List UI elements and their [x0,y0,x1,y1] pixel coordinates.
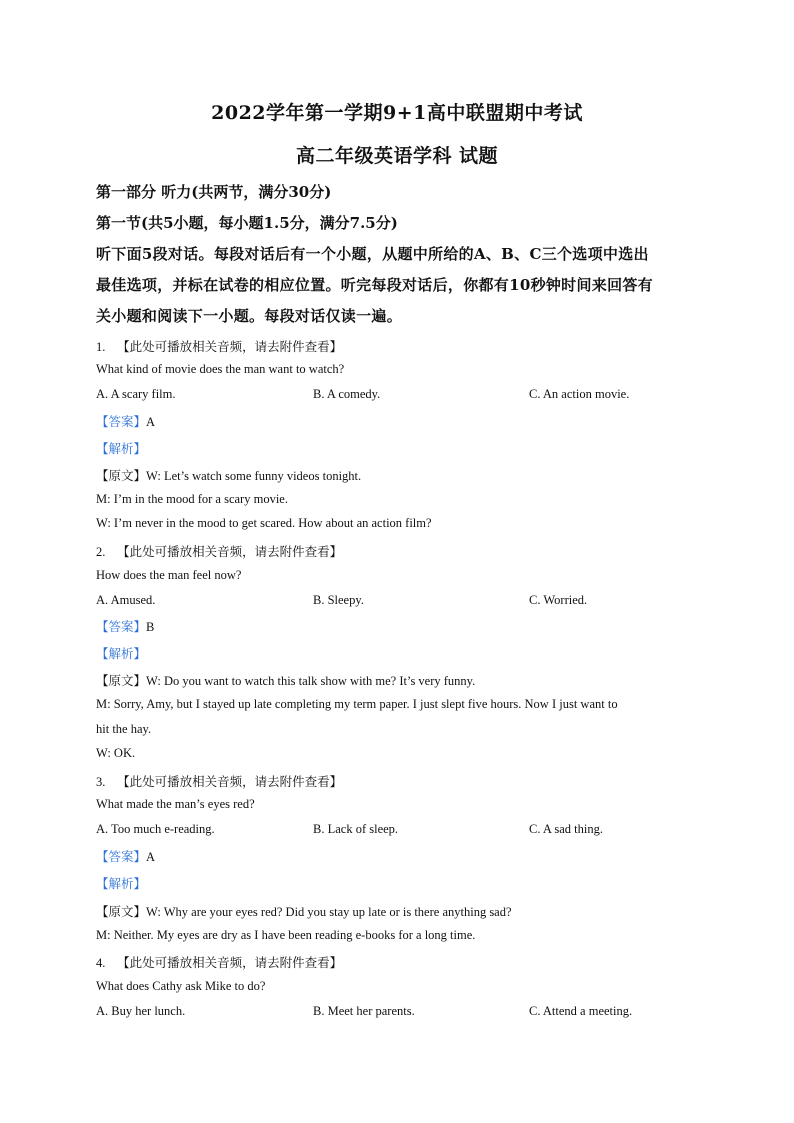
option-b: B. Sleepy. [313,593,364,607]
answer-label: 【答案】 [96,850,147,864]
answer-line [96,617,154,635]
audio-link[interactable]: 【此处可播放相关音频，请去附件查看】 [117,340,343,354]
exam-title: 2022学年第一学期9+1高中联盟期中考试 [211,102,583,124]
option-a: A. Amused. [96,593,156,607]
transcript-line: M: Sorry, Amy, but I stayed up late completing my term paper. I just slept five hours. Now I just want to [96,697,618,711]
analysis-label: 【解析】 [96,442,147,456]
answer-label: 【答案】 [96,620,147,634]
answer-value: B [146,620,155,634]
option-b: B. A comedy. [313,387,381,401]
answer-value: A [146,850,156,864]
option-a: A. Too much e-reading. [96,822,215,836]
analysis-label: 【解析】 [96,877,147,891]
question-text: What does Cathy ask Mike to do? [96,979,266,993]
option-c: C. Worried. [529,593,588,607]
transcript-line: hit the hay. [96,722,152,736]
answer-label: 【答案】 [96,415,147,429]
section-heading: 第一节(共5小题，每小题1.5分，满分7.5分) [96,214,398,232]
transcript-text: W: Let’s watch some funny videos tonight. [146,469,362,483]
transcript-text: W: Why are your eyes red? Did you stay up late or is there anything sad? [146,905,512,919]
question-number: 4. [96,956,106,970]
analysis-label: 【解析】 [96,647,147,661]
option-a: A. A scary film. [96,387,176,401]
question-text: How does the man feel now? [96,568,242,582]
instruction-line: 最佳选项，并标在试卷的相应位置。听完每段对话后，你都有10秒钟时间来回答有 [96,276,653,294]
transcript-label: 【原文】 [96,469,147,483]
audio-link[interactable]: 【此处可播放相关音频，请去附件查看】 [117,956,343,970]
question-number: 3. [96,775,106,789]
instruction-line: 关小题和阅读下一小题。每段对话仅读一遍。 [96,307,403,325]
question-header [96,542,342,560]
option-a: A. Buy her lunch. [96,1004,186,1018]
transcript-label: 【原文】 [96,905,147,919]
exam-subtitle: 高二年级英语学科 试题 [295,145,499,167]
question-number: 2. [96,545,106,559]
question-text: What kind of movie does the man want to watch? [96,362,345,376]
question-header [96,953,342,971]
option-c: C. A sad thing. [529,822,603,836]
transcript-line: M: Neither. My eyes are dry as I have been reading e-books for a long time. [96,928,476,942]
audio-link[interactable]: 【此处可播放相关音频，请去附件查看】 [117,545,343,559]
question-header [96,337,342,355]
part-heading: 第一部分 听力(共两节，满分30分) [96,183,332,201]
transcript-line: W: I’m never in the mood to get scared. How about an action film? [96,516,432,530]
question-number: 1. [96,340,106,354]
question-header [96,772,342,790]
transcript-line: W: OK. [96,746,136,760]
transcript-line: M: I’m in the mood for a scary movie. [96,492,288,506]
transcript-text: W: Do you want to watch this talk show with me? It’s very funny. [146,674,476,688]
audio-link[interactable]: 【此处可播放相关音频，请去附件查看】 [117,775,343,789]
option-b: B. Lack of sleep. [313,822,399,836]
instruction-line: 听下面5段对话。每段对话后有一个小题，从题中所给的A、B、C三个选项中选出 [96,245,649,263]
answer-line [96,412,155,430]
transcript-line [96,466,361,484]
answer-value: A [146,415,156,429]
question-text: What made the man’s eyes red? [96,797,255,811]
option-c: C. Attend a meeting. [529,1004,633,1018]
transcript-line [96,671,475,689]
option-c: C. An action movie. [529,387,630,401]
transcript-label: 【原文】 [96,674,147,688]
answer-line [96,847,155,865]
option-b: B. Meet her parents. [313,1004,415,1018]
transcript-line [96,902,512,920]
